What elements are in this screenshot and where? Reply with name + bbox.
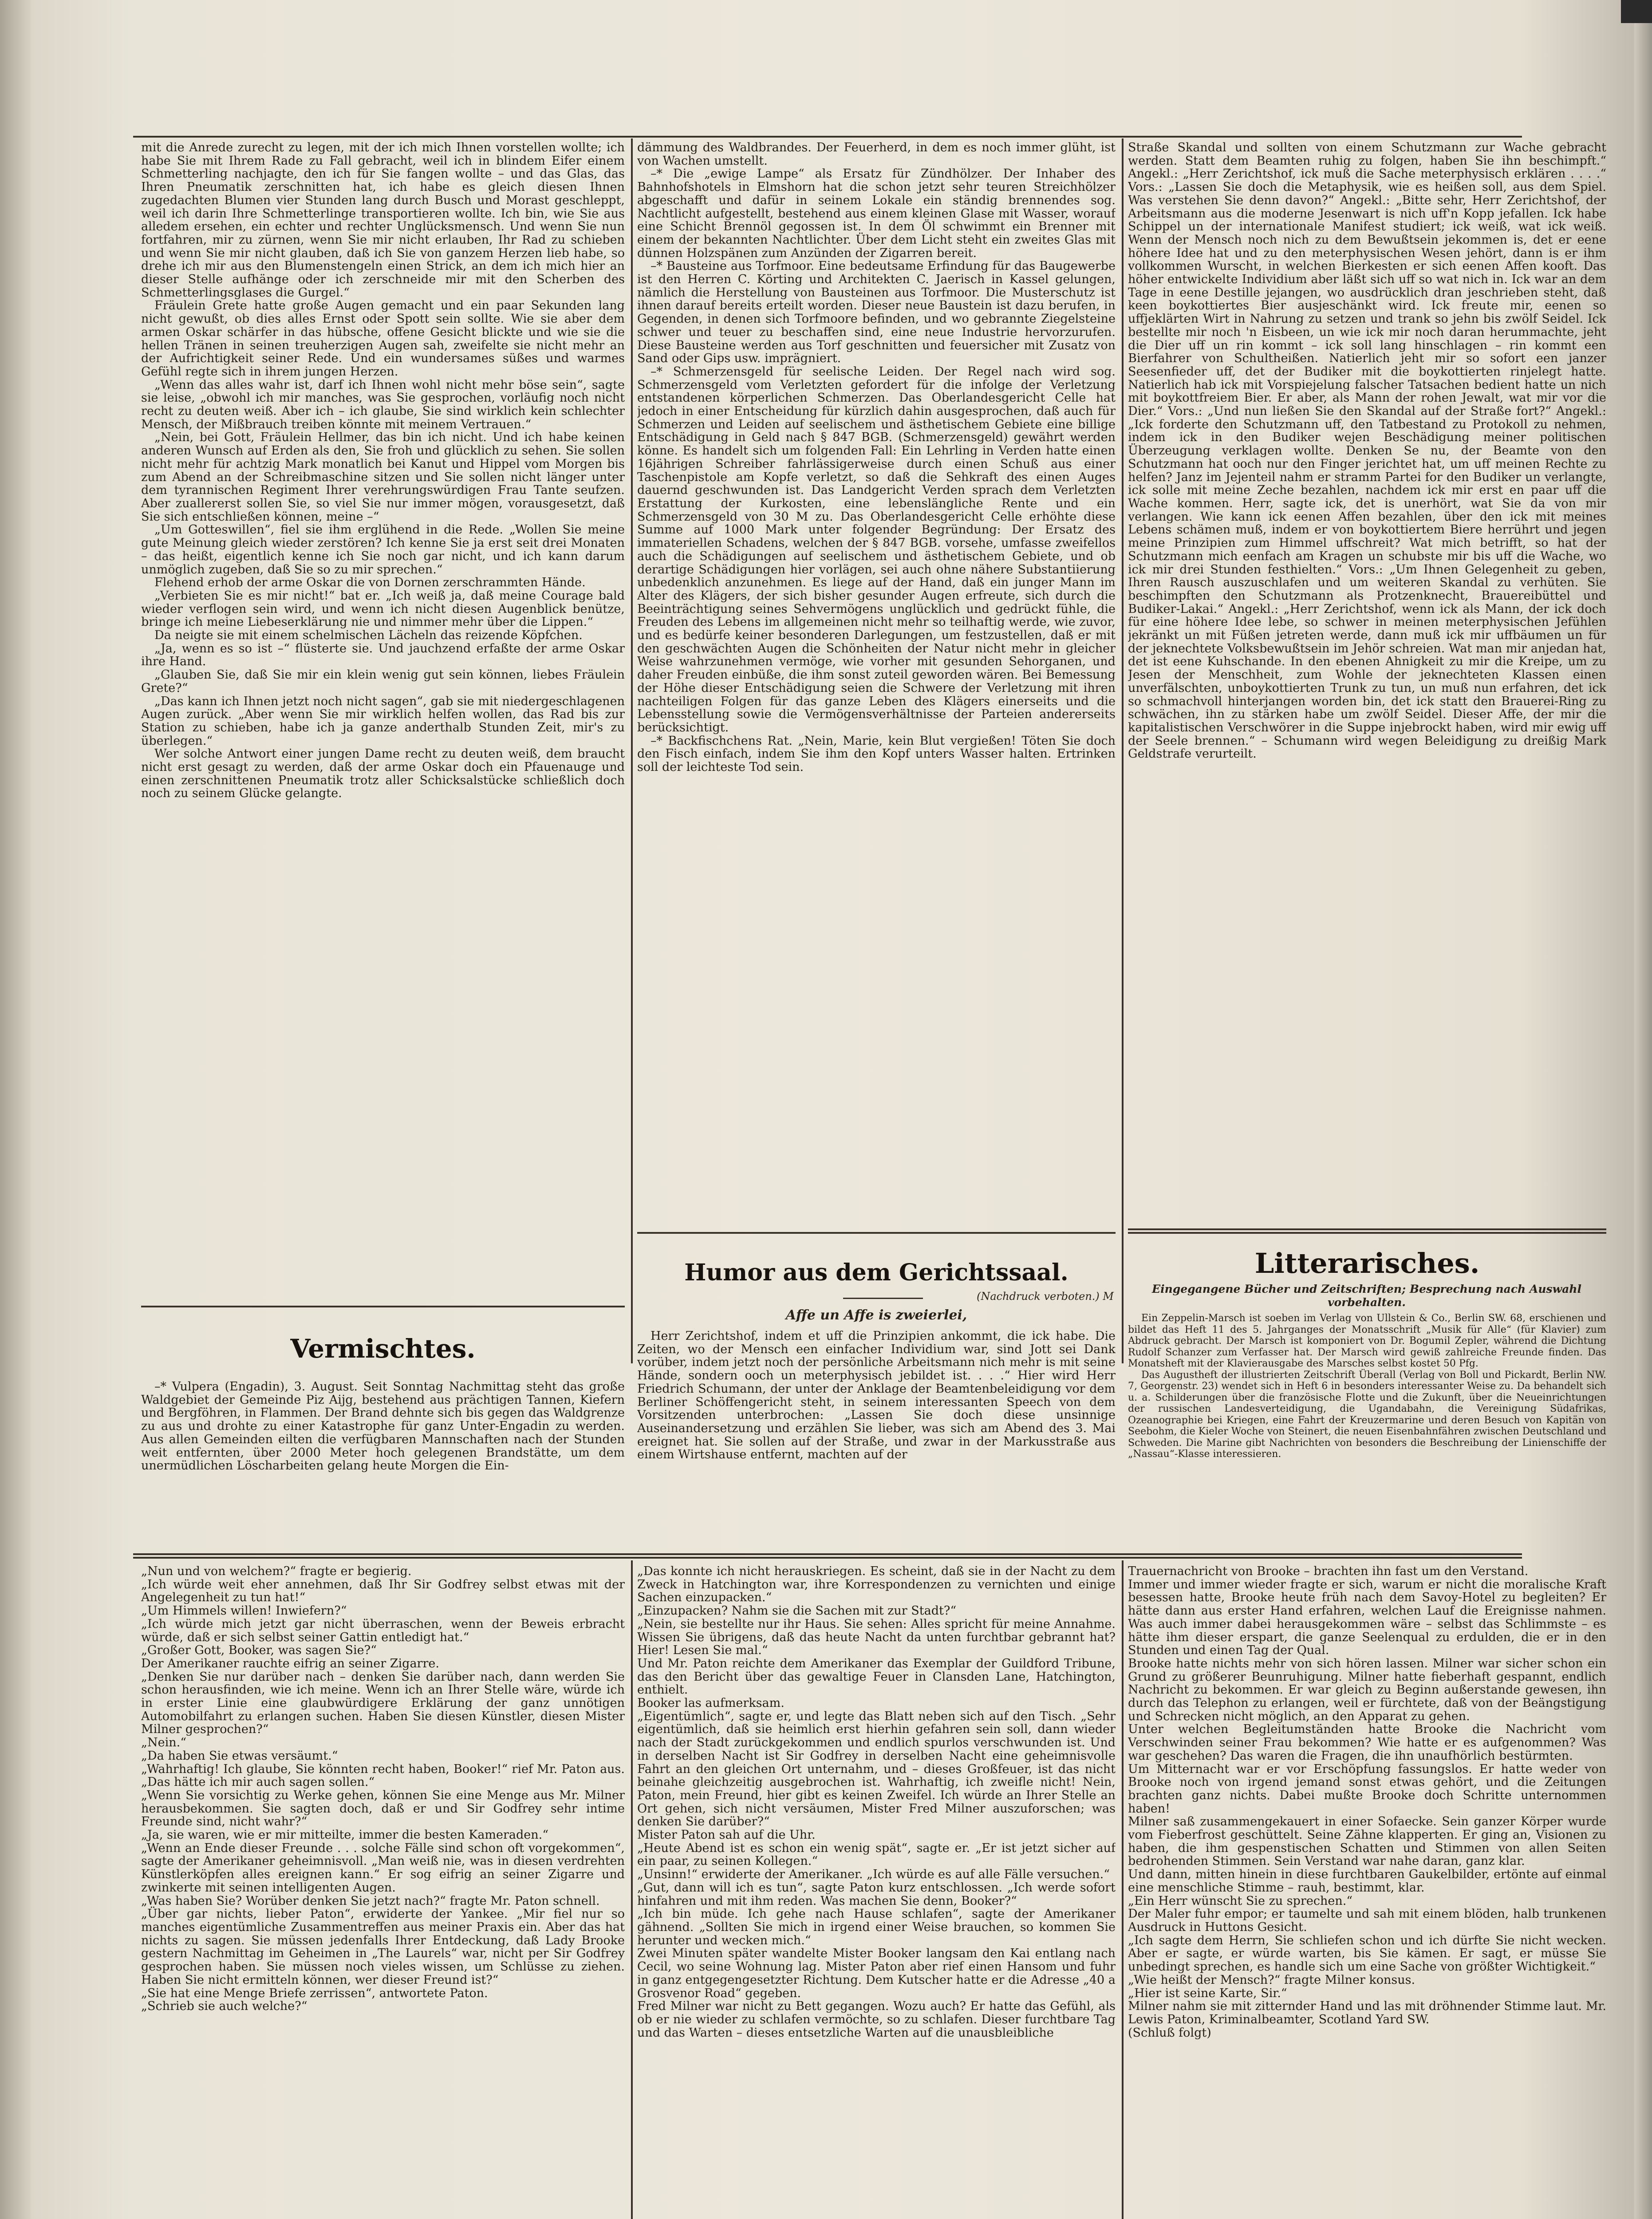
story-paragraph: „Glauben Sie, daß Sie mir ein klein wenig gut sein können, liebes Fräulein Grete?“ (141, 668, 625, 695)
humor-reprint-note: (Nachdruck verboten.) M (976, 1290, 1114, 1303)
lower-serial-column-3: Trauernachricht von Brooke – brachten ihn fast um den Verstand. Immer und immer wieder fragte er sich, warum er nicht die moralische Kraft besessen hatte, Brooke heute früh nach dem Savoy-Hotel zu begleiten? Er hätte dann aus erster Hand erfahren, welchen Lauf die Ereignisse nahmen. Was auch immer dabei herausgekommen wäre – selbst das Schlimmste – es hätte ihm dieser erspart, die ganze Seelenqual zu erdulden, die er in den Stunden und einen Tag der Qual. Brooke hatte nichts mehr von sich hören lassen. Milner war sicher schon ein Grund zu größerer Beunruhigung. Milner hatte fieberhaft gespannt, endlich Nachricht zu bekommen. Er war gleich zu Beginn außerstande gewesen, ihn durch das Telephon zu erlangen, weil er fürchtete, daß von der Beängstigung und Schrecken nicht möglich, an den Apparat zu gehen. Unter welchen Begleitumständen hatte Brooke die Nachricht vom Verschwinden seiner Frau bekommen? Wie hatte er es aufgenommen? Was war geschehen? Das waren die Fragen, die ihn unaufhörlich bestürmten. Um Mitternacht war er vor Erschöpfung fassungslos. Er hatte weder von Brooke noch von irgend jemand sonst etwas gehört, und die Zeitungen brachten ganz nichts. Dabei mußte Brooke doch Schritte unternommen haben! Milner saß zusammengekauert in einer Sofaecke. Sein ganzer Körper wurde vom Fieberfrost geschüttelt. Seine Zähne klapperten. Er ging an, Visionen zu haben, die ihm gespenstischen Schatten und Stimmen von allen Seiten bedrohenden Stimmen. Sein Verstand war nahe daran, ganz klar. Und dann, mitten hinein in diese furchtbaren Gaukelbilder, ertönte auf einmal eine menschliche Stimme – rauh, bestimmt, klar. „Ein Herr wünscht Sie zu sprechen.“ Der Maler fuhr empor; er taumelte und sah mit einem blöden, halb trunkenen Ausdruck in Huttons Gesicht. „Ich sagte dem Herrn, Sie schliefen schon und ich dürfte Sie nicht wecken. Aber er sagte, er würde warten, bis Sie kämen. Er sagt, er müsse Sie unbedingt sprechen, es handle sich um eine Sache von größter Wichtigkeit.“ „Wie heißt der Mensch?“ fragte Milner konsus. „Hier ist seine Karte, Sir.“ Milner nahm sie mit zitternder Hand und las mit dröhnender Stimme laut. Mr. Lewis Paton, Kriminalbeamter, Scotland Yard SW. (Schluß folgt) (1128, 1565, 1606, 2040)
story-paragraph: mit die Anrede zurecht zu legen, mit der ich mich Ihnen vorstellen wollte; ich habe Sie mit Ihrem Rade zu Fall gebracht, weil ich in blindem Eifer einem Schmetterling nachjagte, den ich für Sie fangen wollte – und das Glas, das Ihren Pneumatik zerschnitten hat, ich habe es gleich diesen Ihnen zugedachten Blumen vier Stunden lang durch Busch und Morast geschleppt, weil ich darin Ihre Schmetterlinge transportieren wollte. Ich bin, wie Sie aus alledem ersehen, ein echter und rechter Unglücksmensch. Und wenn Sie nun fortfahren, mir zu zürnen, wenn Sie mir nicht erlauben, Ihr Rad zu schieben und wenn Sie mir nicht glauben, daß ich Sie von ganzem Herzen lieb habe, so drehe ich mir aus den Blumenstengeln einen Strick, an dem ich mich hier an dieser Stelle aufhänge oder ich zerschneide mir mit den Scherben des Schmetterlingsglases die Gurgel.“ (141, 141, 625, 300)
humor-paragraph: Herr Zerichtshof, indem et uff die Prinzipien ankommt, die ick habe. Die Zeiten, wo der Mensch een einfacher Individium war, sind Jott sei Dank vorüber, indem jetzt noch der persönliche Arbeitsmann nich mehr is mit seine Hände, sondern ooch un meterphysisch jebildet ist. . . .“ Hier wird Herr Friedrich Schumann, der unter der Anklage der Beamtenbeleidigung vor dem Berliner Schöffengericht steht, in seinem interessanten Speech von dem Vorsitzenden unterbrochen: „Lassen Sie doch diese unsinnige Auseinandersetzung und erzählen Sie lieber, was sich am Abend des 3. Mai ereignet hat. Sie sollen auf der Straße, und zwar in der Markusstraße aus einem Wirtshause entfernt, machten auf der (637, 1330, 1116, 1462)
serial-separator-rule (133, 1553, 1522, 1559)
scan-corner-tab (1621, 0, 1652, 23)
litterarisches-text (1128, 1313, 1606, 1535)
story-paragraph: „Das kann ich Ihnen jetzt noch nicht sagen“, gab sie mit niedergeschlagenen Augen zurück. „Aber wenn Sie mir wirklich helfen wollen, das Rad bis zur Station zu schieben, habe ich ja ganze anderthalb Stunden Zeit, mir's zu überlegen.“ (141, 694, 625, 748)
header-rule (133, 136, 1522, 138)
humor-text (637, 1330, 1116, 1543)
column-rule-1 (631, 138, 633, 1363)
humor-subtitle: Affe un Affe is zweierlei, (785, 1307, 967, 1323)
page-right-shadow (1634, 0, 1652, 2219)
litterarisches-heading: Litterarisches. (1254, 1247, 1480, 1279)
story-paragraph: Fräulein Grete hatte große Augen gemacht und ein paar Sekunden lang nicht gewußt, ob dies alles Ernst oder Spott sein sollte. Wie sie aber dem armen Oskar schärfer in das hübsche, offene Gesicht blickte und wie sie die hellen Tränen in seinen treuherzigen Augen sah, zweifelte sie nicht mehr an der Aufrichtigkeit seiner Rede. Und ein wundersames süßes und warmes Gefühl regte sich in ihrem jungen Herzen. (141, 299, 625, 379)
news-paragraph: –* Schmerzensgeld für seelische Leiden. Der Regel nach wird sog. Schmerzensgeld vom Verletzten gefordert für die infolge der Verletzung entstandenen körperlichen Schmerzen. Das Oberlandesgericht Celle hat jedoch in einer Entscheidung für kürzlich dahin ausgesprochen, daß auch für Schmerzen und Leiden auf seelischem und ästhetischem Gebiete eine billige Entschädigung in Geld nach § 847 BGB. (Schmerzensgeld) gewährt werden könne. Es handelt sich um folgenden Fall: Ein Lehrling in Verden hatte einen 16jährigen Schreiber fahrlässigerweise durch einen Schuß aus einer Taschenpistole am Kopfe verletzt, so daß die Sehkraft des einen Auges dauernd geschwunden ist. Das Landgericht Verden sprach dem Verletzten Erstattung der Kurkosten, eine lebenslängliche Rente und ein Schmerzensgeld von 30 M zu. Das Oberlandesgericht Celle erhöhte diese Summe auf 1000 Mark unter folgender Begründung: Der Ersatz des immateriellen Schadens, welchen der § 847 BGB. vorsehe, umfasse zweifellos auch die Schädigungen auf seelischem und ästhetischem Gebiete, und ob derartige Schädigungen hier vorlägen, sei auch ohne nähere Substantiierung unbedenklich anzunehmen. Es liege auf der Hand, daß ein junger Mann im Alter des Klägers, der sich bisher gesunder Augen erfreute, sich durch die Beeinträchtigung seines Sehvermögens unglücklich und gedrückt fühle, die Freuden des Lebens im allgemeinen nicht mehr so teilhaftig werde, wie zuvor, und es bedürfe keiner besonderen Darlegungen, um festzustellen, daß er mit den geschwächten Augen die Schönheiten der Natur nicht mehr in gleicher Weise wahrzunehmen vermöge, wie vorher mit gesunden Sehorganen, und daher Freuden einbüße, die ihm sonst zuteil geworden wären. Bei Bemessung der Höhe dieser Entschädigung seien die Schwere der Verletzung mit ihren nachteiligen Folgen für das ganze Leben des Klägers einerseits und die Lebensstellung sowie die Vermögensverhältnisse der Parteien andererseits berücksichtigt. (637, 364, 1116, 734)
lower-column-rule-2 (1122, 1560, 1124, 2219)
litterarisches-subtitle: Eingegangene Bücher und Zeitschriften; Besprechung nach Auswahl vorbehalten. (1152, 1283, 1581, 1309)
short-rule (843, 1298, 923, 1299)
humor-continuation-text (1128, 141, 1606, 1220)
news-paragraph: –* Vulpera (Engadin), 3. August. Seit Sonntag Nachmittag steht das große Waldgebiet der Gemeinde Piz Aijg, bestehend aus prächtigen Tannen, Kiefern und Bergföhren, in Flammen. Der Brand dehnte sich bis gegen das Waldgrenze zu aus und drohte zu einer Katastrophe für ganz Unter-Engadin zu werden. Aus allen Gemeinden eilten die verfügbaren Mannschaften nach der Stunden weit entfernten, über 2000 Meter hoch gelegenen Brandstätte, um dem unermüdlichen Löscharbeiten gelang heute Morgen die Ein- (141, 1380, 625, 1473)
story-paragraph: „Verbieten Sie es mir nicht!“ bat er. „Ich weiß ja, daß meine Courage bald wieder verflogen sein wird, und wenn ich nicht diesen Augenblick benütze, bringe ich meine Liebeserklärung nie und nimmer mehr über die Lippen.“ (141, 588, 625, 629)
news-paragraph: –* Backfischchens Rat. „Nein, Marie, kein Blut vergießen! Töten Sie doch den Fisch einfach, indem Sie ihm den Kopf unters Wasser halten. Ertrinken soll der leichteste Tod sein. (637, 734, 1116, 774)
humor-heading: Humor aus dem Gerichtssaal. (684, 1259, 1068, 1286)
news-paragraph: –* Die „ewige Lampe“ als Ersatz für Zündhölzer. Der Inhaber des Bahnhofshotels in Elmshorn hat die schon jetzt sehr teuren Streichhölzer abgeschafft und dafür in seinem Lokale ein ständig brennendes sog. Nachtlicht aufgestellt, bestehend aus einem kleinen Glase mit Wasser, worauf eine Schicht Brennöl gegossen ist. In dem Öl schwimmt ein Brenner mit einem der bekannten Nachtlichter. Über dem Licht steht ein zweites Glas mit dünnen Holzspänen zum Anzünden der Zigarren bereit. (637, 167, 1116, 260)
story-paragraph: Da neigte sie mit einem schelmischen Lächeln das reizende Köpfchen. (154, 628, 583, 643)
serial-story-text (141, 141, 625, 1297)
literature-paragraph: Das Augustheft der illustrierten Zeitschrift Überall (Verlag von Boll und Pickardt, Berlin NW. 7, Georgenstr. 23) wendet sich in Heft 6 in besonders interessanter Weise zu. Da behandelt sich u. a. Schilderungen über die französische Flotte und die Zukunft, über die Neueinrichtungen der russischen Landesverteidigung, die Ugandabahn, die Vereinigung Südafrikas, Ozeanographie bei Kriegen, eine Fahrt der Kreuzermarine und deren Besuch von Kapitän von Seebohm, die Kieler Woche von Steinert, die neuen Eisenbahnfähren zwischen Deutschland und Schweden. Die Marine gibt Nachrichten von besonders die Beschreibung der Linienschiffe der „Nassau“-Klasse interessieren. (1128, 1369, 1606, 1460)
news-paragraph: dämmung des Waldbrandes. Der Feuerherd, in dem es noch immer glüht, ist von Wachen umstellt. (637, 141, 1116, 168)
literature-paragraph: Ein Zeppelin-Marsch ist soeben im Verlag von Ullstein & Co., Berlin SW. 68, erschienen und bildet das Heft 11 des 5. Jahrganges der Monatsschrift „Musik für Alle“ (für Klavier) zum Abdruck gebracht. Der Marsch ist komponiert von Dr. Bogumil Zepler, während die Dichtung Rudolf Schanzer zum Verfasser hat. Der Marsch wird gewiß zahlreiche Freunde finden. Das Monatsheft mit der Klavierausgabe des Marsches selbst kostet 50 Pfg. (1128, 1313, 1606, 1369)
page-left-shadow (0, 0, 31, 2219)
story-paragraph: Wer solche Antwort einer jungen Dame recht zu deuten weiß, dem braucht nicht erst gesagt zu werden, daß der arme Oskar doch ein Pfauenauge und einen zerschnittenen Pneumatik trotz aller Schicksalstücke schließlich doch noch zu seinem Glücke gelangte. (141, 747, 625, 801)
story-paragraph: „Wenn das alles wahr ist, darf ich Ihnen wohl nicht mehr böse sein“, sagte sie leise, „obwohl ich mir manches, was Sie gesprochen, vorläufig noch nicht recht zu deuten weiß. Aber ich – ich glaube, Sie sind wirklich kein schlechter Mensch, der Mißbrauch treiben könnte mit meinem Vertrauen.“ (141, 378, 625, 431)
section-rule (637, 1232, 1116, 1234)
vermischtes-text (141, 1380, 625, 1544)
story-paragraph: „Ja, wenn es so ist –“ flüsterte sie. Und jauchzend erfaßte der arme Oskar ihre Hand. (141, 641, 625, 669)
vermischtes-heading: Vermischtes. (290, 1334, 476, 1364)
lower-serial-column-2: „Das konnte ich nicht herauskriegen. Es scheint, daß sie in der Nacht zu dem Zweck in Hatchington war, ihre Korrespondenzen zu vernichten und einige Sachen einzupacken.“ „Einzupacken? Nahm sie die Sachen mit zur Stadt?“ „Nein, sie bestellte nur ihr Haus. Sie sehen: Alles spricht für meine Annahme. Wissen Sie übrigens, daß das heute Nacht da unten furchtbar gebrannt hat? Hier! Lesen Sie mal.“ Und Mr. Paton reichte dem Amerikaner das Exemplar der Guildford Tribune, das den Bericht über das gewaltige Feuer in Clansden Lane, Hatchington, enthielt. Booker las aufmerksam. „Eigentümlich“, sagte er, und legte das Blatt neben sich auf den Tisch. „Sehr eigentümlich, daß sie heimlich erst hierhin gefahren sein soll, dann wieder nach der Stadt zurückgekommen und endlich spurlos verschwunden ist. Und in derselben Nacht ist Sir Godfrey in derselben Nacht eine geheimnisvolle Fahrt an den gleichen Ort unternahm, und – dieses Großfeuer, ist das nicht beinahe gleichzeitig ausgebrochen ist. Wahrhaftig, ich zweifle nicht! Nein, Paton, mein Freund, hier gibt es keinen Zweifel. Ich würde an Ihrer Stelle an Ort gehen, sich nicht versäumen, Mister Fred Milner auszuforschen; was denken Sie darüber?“ Mister Paton sah auf die Uhr. „Heute Abend ist es schon ein wenig spät“, sagte er. „Er ist jetzt sicher auf ein paar, zu seinen Kollegen.“ „Unsinn!“ erwiderte der Amerikaner. „Ich würde es auf alle Fälle versuchen.“ „Gut, dann will ich es tun“, sagte Paton kurz entschlossen. „Ich werde sofort hinfahren und mit ihm reden. Was machen Sie denn, Booker?“ „Ich bin müde. Ich gehe nach Hause schlafen“, sagte der Amerikaner gähnend. „Sollten Sie mich in irgend einer Weise brauchen, so kommen Sie herunter und wecken mich.“ Zwei Minuten später wandelte Mister Booker langsam den Kai entlang nach Cecil, wo seine Wohnung lag. Mister Paton aber rief einen Hansom und fuhr in ganz entgegengesetzter Richtung. Dem Kutscher hatte er die Adresse „40 a Grosvenor Road“ gegeben. Fred Milner war nicht zu Bett gegangen. Wozu auch? Er hatte das Gefühl, als ob er nie wieder zu schlafen vermöchte, so zu schlafen. Dieser furchtbare Tag und das Warten – dieses entsetzliche Warten auf die unausbleibliche (637, 1565, 1116, 2040)
lower-serial-column-1: „Nun und von welchem?“ fragte er begierig. „Ich würde weit eher annehmen, daß Ihr Sir Godfrey selbst etwas mit der Angelegenheit zu tun hat!“ „Um Himmels willen! Inwiefern?“ „Ich würde mich jetzt gar nicht überraschen, wenn der Beweis erbracht würde, daß er sich selbst seiner Gattin entledigt hat.“ „Großer Gott, Booker, was sagen Sie?“ Der Amerikaner rauchte eifrig an seiner Zigarre. „Denken Sie nur darüber nach – denken Sie darüber nach, dann werden Sie schon herausfinden, wie ich meine. Wenn ich an Ihrer Stelle wäre, würde ich in erster Linie eine glaubwürdigere Erklärung der ganz unnötigen Automobilfahrt zu erlangen suchen. Haben Sie diesen Künstler, diesen Mister Milner gesprochen?“ „Nein.“ „Da haben Sie etwas versäumt.“ „Wahrhaftig! Ich glaube, Sie könnten recht haben, Booker!“ rief Mr. Paton aus. „Das hätte ich mir auch sagen sollen.“ „Wenn Sie vorsichtig zu Werke gehen, können Sie eine Menge aus Mr. Milner herausbekommen. Sie sagten doch, daß er und Sir Godfrey sehr intime Freunde sind, nicht wahr?“ „Ja, sie waren, wie er mir mitteilte, immer die besten Kameraden.“ „Wenn an Ende dieser Freunde . . . solche Fälle sind schon oft vorgekommen“, sagte der Amerikaner geheimnisvoll. „Man weiß nie, was in diesen verdrehten Künstlerköpfen alles ereignen kann.“ Er sog eifrig an seiner Zigarre und zwinkerte mit seinen intelligenten Augen. „Was haben Sie? Worüber denken Sie jetzt nach?“ fragte Mr. Paton schnell. „Über gar nichts, lieber Paton“, erwiderte der Yankee. „Mir fiel nur so manches eigentümliche Zusammentreffen aus meiner Praxis ein. Aber das hat nichts zu sagen. Sie müssen jedenfalls Ihrer Entdeckung, daß Lady Brooke gestern Nachmittag im Geheimen in „The Laurels“ war, nicht per Sir Godfrey gesprochen haben. Sie müssen noch vieles wissen, um Schlüsse zu ziehen. Haben Sie nicht ermitteln können, wer dieser Freund ist?“ „Sie hat eine Menge Briefe zerrissen“, antwortete Paton. „Schrieb sie auch welche?“ (141, 1565, 625, 2014)
story-paragraph: Flehend erhob der arme Oskar die von Dornen zerschrammten Hände. (154, 576, 586, 590)
section-rule (141, 1306, 625, 1307)
story-paragraph: „Nein, bei Gott, Fräulein Hellmer, das bin ich nicht. Und ich habe keinen anderen Wunsch auf Erden als den, Sie froh und glücklich zu sehen. Sie sollen nicht mehr für achtzig Mark monatlich bei Kanut und Hippel vom Morgen bis zum Abend an der Schreibmaschine sitzen und Sie sollen nicht länger unter dem tyrannischen Regiment Ihrer verehrungswürdigen Frau Tante seufzen. Aber zuallererst sollen Sie, so viel Sie nur immer mögen, vorausgesetzt, daß Sie sich entschließen können, meine –“ (141, 430, 625, 524)
section-double-rule (1128, 1228, 1606, 1234)
news-items-text (637, 141, 1116, 1229)
column-rule-2 (1122, 138, 1124, 1363)
humor-paragraph: Straße Skandal und sollten von einem Schutzmann zur Wache gebracht werden. Statt dem Beamten ruhig zu folgen, haben Sie ihn beschimpft.“ Angekl.: „Herr Zerichtshof, ick muß die Sache meterphysisch erklären . . . .“ Vors.: „Lassen Sie doch die Metaphysik, wie es heißen soll, aus dem Spiel. Was verstehen Sie denn davon?“ Angekl.: „Bitte sehr, Herr Zerichtshof, der Arbeitsmann aus die moderne Jesenwart is nich uff'n Kopp jefallen. Ick habe Schippel un der internationale Manifest studiert; ick weiß, wat ick weiß. Wenn der Mensch noch nich zu dem Bewußtsein jekommen is, det er eene höhere Idee hat und zu den meterphysischen Wesen jehört, dann is er ihm vollkommen Wurscht, in welchen Bierkesten er sich eenen Affen kooft. Das höher entwickelte Individium aber läßt sich uff so wat nich in. Ick war an dem Tage in eene Destille jejangen, wo ausdrücklich dran jeschrieben steht, daß keen boykottiertes Bier ausjeschänkt wird. Ick freute mir, eenen so uffjeklärten Wirt in Nahrung zu setzen und trank so jehn bis zwölf Seidel. Ick bestellte mir noch 'n Eisbeen, un wie ick mir noch daran herummachte, jeht die Dier uff un rin kommt – ick soll lang hinschlagen – rin kommt een Bierfahrer von Schultheißen. Natierlich jeht mir so sofort een janzer Seesenfieder uff, det der Budiker mit die boykottierten rinjelegt hatte. Natierlich hab ick mit Vorspiejelung falscher Tatsachen bedient hatte un nich mit boykottfreiem Bier. Er aber, als Mann der rohen Jewalt, wat mir vor die Dier.“ Vors.: „Und nun ließen Sie den Skandal auf der Straße fort?“ Angekl.: „Ick forderte den Schutzmann uff, den Tatbestand zu Protokoll zu nehmen, indem ick in den Budiker wejen Beschädigung meiner politischen Überzeugung verklagen wollte. Denken Se nu, der Beamte von den Schutzmann hat ooch nur den Finger jerichtet hat, um uff meinen Rechte zu helfen? Janz im Jejenteil nahm er stramm Partei for den Budiker un verlangte, ick solle mit meine Zeche bezahlen, nachdem ick mir erst en paar uff die Wache kommen. Herr, sagte ick, det is unerhört, wat Sie da von mir verlangen. Wie kann ick eenen Affen bezahlen, über den ick mit meines Lebens schämen muß, indem er von boykottiertem Biere herrührt und jegen meine Prinzipien zum Himmel uffschreit? Wat mich betrifft, so hat der Schutzmann mich eenfach am Kragen un schubste mir bis uff die Wache, wo ick mir drei Stunden festhielten.“ Vors.: „Um Ihnen Gelegenheit zu geben, Ihren Rausch auszuschlafen und um weiteren Skandal zu verhüten. Sie beschimpften den Schutzmann als Protzenknecht, Brauereibüttel und Budiker-Lakai.“ Angekl.: „Herr Zerichtshof, wenn ick als Mann, der ick doch für eine höhere Idee lebe, so schwer in meinen meterphysischen Jefühlen jekränkt un mit Füßen jetreten werde, dann muß ick mir uffbäumen un für der jeknechtete Volksbewußtsein im Jehör schreien. Wat man mir anjedan hat, det ist eene Kuhschande. In den ebenen Ahnigkeit zu mir die Kreipe, um zu Jesen der Menschheit, zum Wohle der jeknechteten Klassen einen unverfälschten, unboykottierten Trunk zu tun, un muß nun erfahren, det ick so schmachvoll hinterjangen worden bin, det ick statt den Brauerei-Ring zu schwächen, ihn zu stärken habe um zwölf Seidel. Dieser Affe, der mir die kapitalistischen Verschwörer in die Suppe injebrockt haben, wird mir ewig uff der Seele brennen.“ – Schumann wird wegen Beleidigung zu dreißig Mark Geldstrafe verurteilt. (1128, 141, 1606, 761)
lower-column-rule-1 (631, 1560, 633, 2219)
news-paragraph: –* Bausteine aus Torfmoor. Eine bedeutsame Erfindung für das Baugewerbe ist den Herren C. Körting und Architekten C. Jaerisch in Kassel gelungen, nämlich die Herstellung von Bausteinen aus Torfmoor. Die Musterschutz ist ihnen darauf bereits erteilt worden. Dieser neue Baustein ist dazu berufen, in Gegenden, in denen sich Torfmoore befinden, und wo gebrannte Ziegelsteine schwer und teuer zu beschaffen sind, eine neue Industrie hervorzurufen. Diese Bausteine werden aus Torf geschnitten und feuersicher mit Zusatz von Sand oder Gips usw. imprägniert. (637, 259, 1116, 366)
story-paragraph: „Um Gotteswillen“, fiel sie ihm erglühend in die Rede. „Wollen Sie meine gute Meinung gleich wieder zerstören? Ich kenne Sie ja erst seit drei Monaten – das heißt, eigentlich kenne ich Sie noch gar nicht, und ich kann darum unmöglich zugeben, daß Sie so zu mir sprechen.“ (141, 523, 625, 576)
